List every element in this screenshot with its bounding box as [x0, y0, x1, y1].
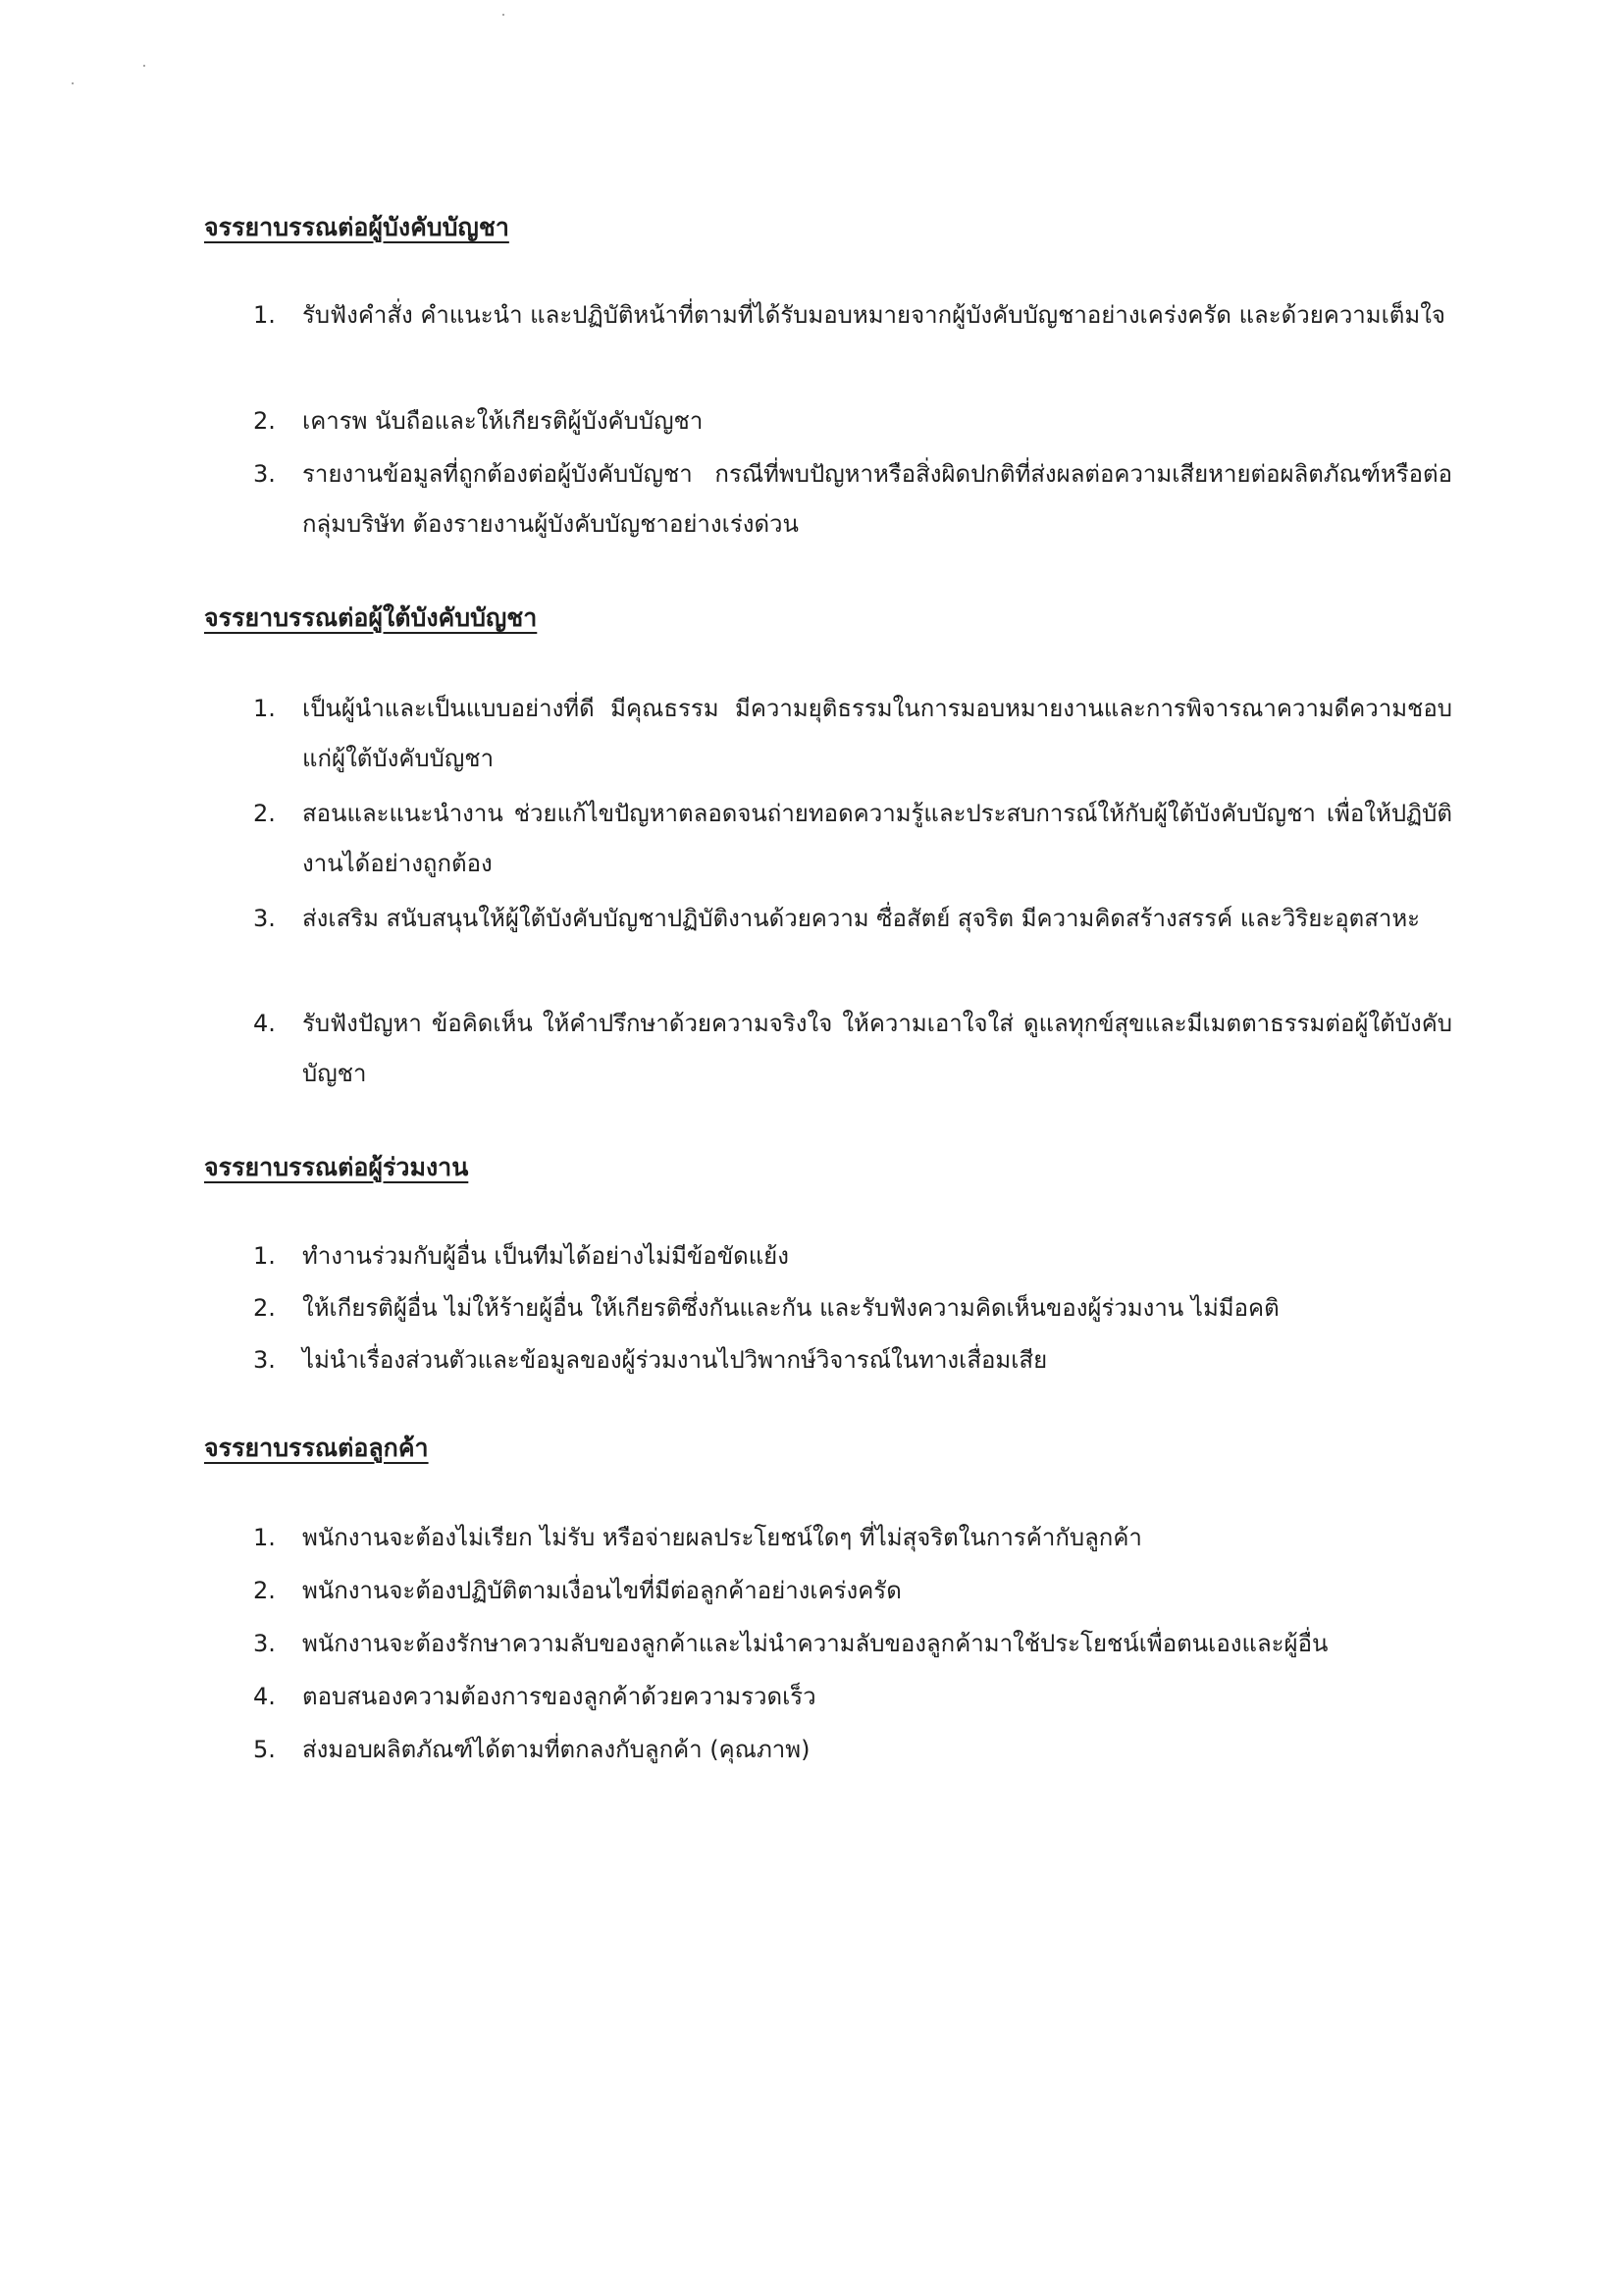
list-item: [253, 684, 1452, 784]
list-item-number: 1.: [253, 301, 276, 329]
list-item-text: พนักงานจะต้องรักษาความลับของลูกค้าและไม่นำความลับของลูกค้ามาใช้ประโยชน์เพื่อตนเองและผู้อื่น: [302, 1630, 1329, 1657]
list-item: [253, 1672, 1452, 1722]
list-item-text: ให้เกียรติผู้อื่น ไม่ให้ร้ายผู้อื่น ให้เกียรติซึ่งกันและกัน และรับฟังความคิดเห็นของผู้ร่วมงาน ไม่มีอคติ: [302, 1294, 1280, 1322]
list-item: [253, 1566, 1452, 1616]
list-item-number: 4.: [253, 1683, 276, 1710]
list-item-number: 3.: [253, 1630, 276, 1657]
list-item: [253, 290, 1452, 340]
list-item-text: เคารพ นับถือและให้เกียรติผู้บังคับบัญชา: [302, 407, 704, 435]
list-item-text: รับฟังปัญหา ข้อคิดเห็น ให้คำปรึกษาด้วยความจริงใจ ให้ความเอาใจใส่ ดูแลทุกข์สุขและมีเมตตาธรรมต่อผู้ใต้บังคับบัญชา: [302, 1010, 1452, 1087]
list-item: [253, 1283, 1452, 1333]
list-item-number: 2.: [253, 800, 276, 827]
section-heading-colleagues: จรรยาบรรณต่อผู้ร่วมงาน: [204, 1153, 469, 1181]
list-item-text: รายงานข้อมูลที่ถูกต้องต่อผู้บังคับบัญชา กรณีที่พบปัญหาหรือสิ่งผิดปกติที่ส่งผลต่อความเสียหายต่อผลิตภัณฑ์หรือต่อกลุ่มบริษัท ต้องรายงานผู้บังคับบัญชาอย่างเร่งด่วน: [302, 460, 1452, 538]
list-item: [253, 999, 1452, 1099]
list-item-text: พนักงานจะต้องปฏิบัติตามเงื่อนไขที่มีต่อลูกค้าอย่างเคร่งครัด: [302, 1577, 902, 1604]
list-item: [253, 1513, 1452, 1563]
list-item: [253, 1725, 1452, 1775]
list-item-text: ทำงานร่วมกับผู้อื่น เป็นทีมได้อย่างไม่มีข้อขัดแย้ง: [302, 1242, 789, 1270]
list-item: [253, 894, 1452, 944]
list-item-text: เป็นผู้นำและเป็นแบบอย่างที่ดี มีคุณธรรม มีความยุติธรรมในการมอบหมายงานและการพิจารณาความดีความชอบแก่ผู้ใต้บังคับบัญชา: [302, 695, 1452, 772]
section-heading-customers: จรรยาบรรณต่อลูกค้า: [204, 1434, 429, 1462]
list-item-number: 3.: [253, 905, 276, 932]
list-item-number: 5.: [253, 1736, 276, 1763]
scan-speck: [502, 14, 504, 16]
list-item-number: 2.: [253, 1577, 276, 1604]
list-item-number: 4.: [253, 1010, 276, 1037]
list-item-text: ส่งมอบผลิตภัณฑ์ได้ตามที่ตกลงกับลูกค้า (คุณภาพ): [302, 1736, 811, 1763]
list-item-text: ส่งเสริม สนับสนุนให้ผู้ใต้บังคับบัญชาปฏิบัติงานด้วยความ ซื่อสัตย์ สุจริต มีความคิดสร้างสรรค์ และวิริยะอุตสาหะ: [302, 905, 1421, 932]
list-item-number: 2.: [253, 1294, 276, 1322]
list-item: [253, 789, 1452, 889]
list-item: [253, 396, 1452, 446]
list-item-text: ไม่นำเรื่องส่วนตัวและข้อมูลของผู้ร่วมงานไปวิพากษ์วิจารณ์ในทางเสื่อมเสีย: [302, 1346, 1048, 1374]
list-item-number: 1.: [253, 1524, 276, 1551]
scan-speck: [143, 65, 145, 67]
list-item-text: ตอบสนองความต้องการของลูกค้าด้วยความรวดเร็ว: [302, 1683, 816, 1710]
scan-speck: [72, 82, 74, 84]
list-item: [253, 449, 1452, 549]
list-item-text: พนักงานจะต้องไม่เรียก ไม่รับ หรือจ่ายผลประโยชน์ใดๆ ที่ไม่สุจริตในการค้ากับลูกค้า: [302, 1524, 1142, 1551]
list-item-number: 3.: [253, 1346, 276, 1374]
list-item-text: สอนและแนะนำงาน ช่วยแก้ไขปัญหาตลอดจนถ่ายทอดความรู้และประสบการณ์ให้กับผู้ใต้บังคับบัญชา เพื่อให้ปฏิบัติงานได้อย่างถูกต้อง: [302, 800, 1452, 877]
section-heading-supervisors: จรรยาบรรณต่อผู้บังคับบัญชา: [204, 213, 509, 241]
section-heading-subordinates: จรรยาบรรณต่อผู้ใต้บังคับบัญชา: [204, 603, 538, 632]
list-item-number: 3.: [253, 460, 276, 488]
list-item-number: 2.: [253, 407, 276, 435]
list-item: [253, 1619, 1452, 1669]
list-item: [253, 1231, 1452, 1281]
list-item-number: 1.: [253, 1242, 276, 1270]
list-item-text: รับฟังคำสั่ง คำแนะนำ และปฏิบัติหน้าที่ตามที่ได้รับมอบหมายจากผู้บังคับบัญชาอย่างเคร่งครัด และด้วยความเต็มใจ: [302, 301, 1445, 329]
list-item-number: 1.: [253, 695, 276, 722]
list-item: [253, 1335, 1452, 1385]
